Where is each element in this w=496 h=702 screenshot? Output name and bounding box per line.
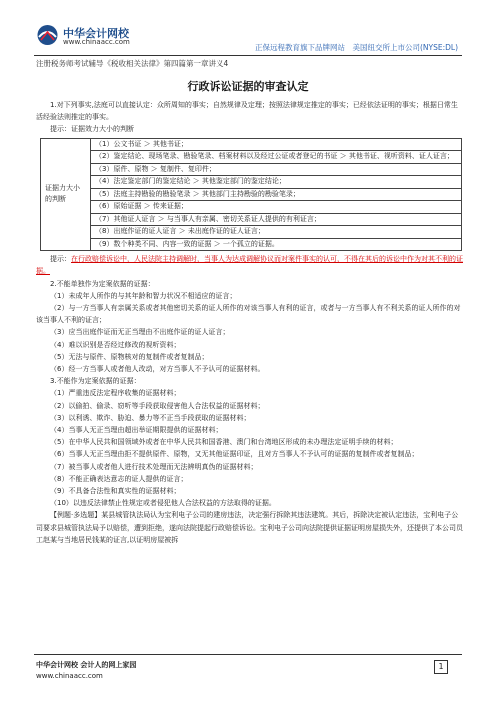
list-item: （2）与一方当事人有亲属关系或者其他密切关系的证人所作的对该当事人有利的证言，或者与一方当事人有不利关系的证人所作的对该当事人不利的证言； (36, 303, 461, 325)
table-row (41, 163, 462, 176)
list-item: （9）不具备合法性和真实性的证据材料； (50, 486, 181, 495)
list-item: （3）应当出庭作证而无正当理由不出庭作证的证人证言； (50, 328, 230, 337)
list-item: （1）未成年人所作的与其年龄和智力状况不相适应的证言； (50, 291, 237, 300)
table-cell: （6）原始证据 ＞ 传来证据； (91, 201, 462, 214)
chinaacc-logo-icon (34, 24, 61, 46)
table-row (41, 213, 462, 226)
table-row (41, 201, 462, 214)
list-item: （6）当事人无正当理由拒不提供原件、原物，又无其他证据印证，且对方当事人不予认可的证据的复制件或者复制品； (50, 450, 419, 459)
footer-divider (34, 654, 462, 655)
header-slogan: 正保远程教育旗下品牌网站 美国纽交所上市公司(NYSE:DL) (255, 43, 459, 52)
document-body (36, 99, 463, 546)
example-question: 【例题·多选题】某县城管执法局认为宝利电子公司的建房违法，决定强行拆除其违法建筑。其后，拆除决定被认定违法，宝利电子公司要求县城管执法局予以赔偿，遭到拒绝，遂向法院提起行政赔偿诉讼。宝利电子公司向法院提供证据证明房屋损失外，还提供了本公司员工赵某与当地居民钱某的证言,以证明房屋被拆 (36, 511, 463, 544)
table-row (41, 238, 462, 251)
table-label: 证据力大小的判断 (41, 138, 91, 251)
tip-mediation-highlight: 在行政赔偿诉讼中，人民法院主持调解时，当事人为达成调解协议而对案件事实的认可，不得在其后的诉讼中作为对其不利的证据。 (36, 255, 463, 276)
table-row (41, 151, 462, 164)
tip-evidence-strength: 提示：证据效力大小的判断 (50, 125, 134, 134)
footer-brand: 中华会计网校 会计人的网上家园 (36, 661, 137, 669)
table-cell: （9）数个种类不同、内容一致的证据 ＞ 一个孤立的证据。 (91, 238, 462, 251)
site-name: 中华会计网校 (63, 27, 129, 40)
list-item: （6）经一方当事人或者他人改动，对方当事人不予认可的证据材料。 (50, 364, 265, 373)
table-row (41, 138, 462, 151)
table-cell: （3）原件、原物 ＞ 复制件、复印件； (91, 163, 462, 176)
list-item: （5）在中华人民共和国领域外或者在中华人民共和国香港、澳门和台湾地区形成的未办理法定证明手续的材料； (50, 438, 398, 447)
page-number: 1 (434, 660, 448, 674)
list-item: （1）严重违反法定程序收集的证据材料； (50, 389, 181, 398)
breadcrumb: 注册税务师考试辅导《税收相关法律》第四篇第一章讲义4 (36, 59, 229, 68)
evidence-strength-table (40, 138, 462, 252)
section-heading: 2.不能单独作为定案依据的证据： (50, 279, 155, 288)
list-item: （3）以利诱、欺诈、胁迫、暴力等不正当手段获取的证据材料； (50, 413, 251, 422)
table-cell: （2）鉴定结论、现场笔录、勘验笔录、档案材料以及经过公证或者登记的书证 ＞ 其他书证、视听资料、证人证言； (91, 151, 462, 164)
table-cell: （1）公文书证 ＞ 其他书证； (91, 138, 462, 151)
header-divider (34, 55, 462, 56)
table-row (41, 226, 462, 239)
table-cell: （7）其他证人证言 ＞ 与当事人有亲属、密切关系证人提供的有利证言； (91, 213, 462, 226)
section-heading: 3.不能作为定案依据的证据： (50, 377, 141, 386)
list-item: （10）以违反法律禁止性规定或者侵犯他人合法权益的方法取得的证据。 (50, 499, 276, 508)
page-header (0, 0, 496, 52)
table-row (41, 188, 462, 201)
list-item: （5）无法与原件、原物核对的复制件或者复制品； (50, 352, 209, 361)
table-cell: （4）法定鉴定部门的鉴定结论 ＞ 其他鉴定部门的鉴定结论； (91, 176, 462, 189)
page-title: 行政诉讼证据的审查认定 (187, 80, 309, 93)
table-cell: （8）出庭作证的证人证言 ＞ 未出庭作证的证人证言； (91, 226, 462, 239)
list-item: （8）不能正确表达意志的证人提供的证言； (50, 474, 188, 483)
tip-mediation (36, 253, 463, 277)
site-url[interactable]: www.chinaacc.com (63, 38, 130, 46)
list-item: （2）以偷拍、偷录、窃听等手段获取侵害他人合法权益的证据材料； (50, 401, 265, 410)
list-item: （4）难以识别是否经过修改的视听资料； (50, 340, 181, 349)
list-item: （4）当事人无正当理由超出举证期限提供的证据材料； (50, 425, 223, 434)
table-row (41, 176, 462, 189)
table-cell: （5）法庭主持勘验的勘验笔录 ＞ 其他部门主持勘验的勘验笔录； (91, 188, 462, 201)
tip-prefix: 提示： (50, 255, 71, 264)
list-item: （7）被当事人或者他人进行技术处理而无法辨明真伪的证据材料； (50, 462, 258, 471)
paragraph-facts: 1.对下列事实,法庭可以直接认定：众所周知的事实；自然规律及定理；按照法律规定推定的事实；已经依法证明的事实；根据日常生活经验法则推定的事实。 (36, 101, 458, 122)
footer-url[interactable]: www.chinaacc.com (36, 672, 103, 680)
